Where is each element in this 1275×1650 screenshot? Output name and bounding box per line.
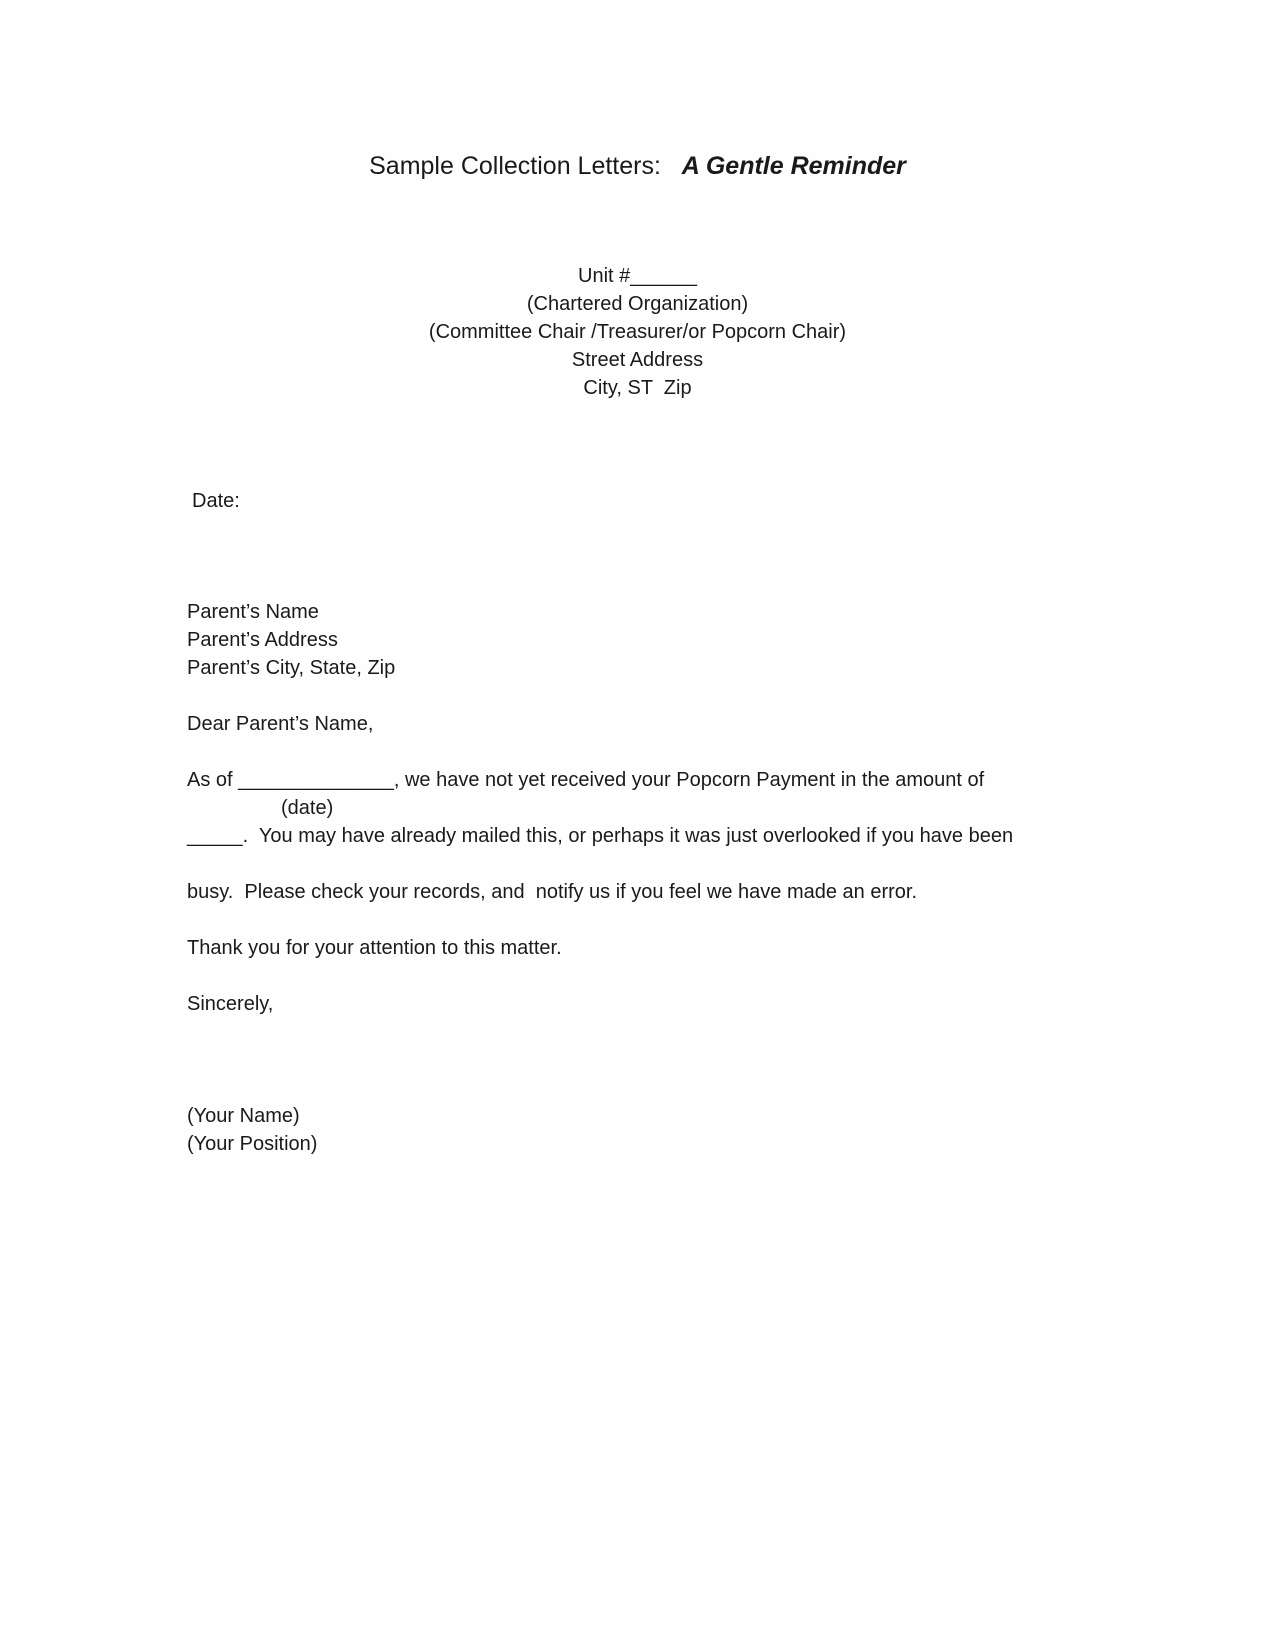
recipient-address: Parent’s Address <box>187 629 338 651</box>
chair-line: (Committee Chair /Treasurer/or Popcorn Chair) <box>428 321 847 343</box>
title-emphasis: A Gentle Reminder <box>681 152 906 180</box>
signature-position: (Your Position) <box>187 1133 318 1155</box>
recipient-city: Parent’s City, State, Zip <box>187 657 396 679</box>
body-line-1: As of ______________, we have not yet received your Popcorn Payment in the amount of <box>187 769 985 791</box>
body-line-2: _____. You may have already mailed this, or perhaps it was just overlooked if you have been <box>187 825 1014 847</box>
sender-header <box>0 262 1275 402</box>
document-title <box>0 150 1275 182</box>
body-line-3: busy. Please check your records, and notify us if you feel we have made an error. <box>187 881 918 903</box>
title-main: Sample Collection Letters: <box>369 152 682 180</box>
city-line: City, ST Zip <box>583 377 692 399</box>
thanks-line: Thank you for your attention to this matter. <box>187 937 562 959</box>
organization-line: (Chartered Organization) <box>526 293 749 315</box>
salutation: Dear Parent’s Name, <box>187 713 374 735</box>
unit-line: Unit #______ <box>578 265 697 287</box>
signature-name: (Your Name) <box>187 1105 300 1127</box>
street-line: Street Address <box>571 349 704 371</box>
date-label: Date: <box>192 490 240 512</box>
recipient-name: Parent’s Name <box>187 601 319 623</box>
closing: Sincerely, <box>187 993 274 1015</box>
date-hint: (date) <box>281 797 334 819</box>
